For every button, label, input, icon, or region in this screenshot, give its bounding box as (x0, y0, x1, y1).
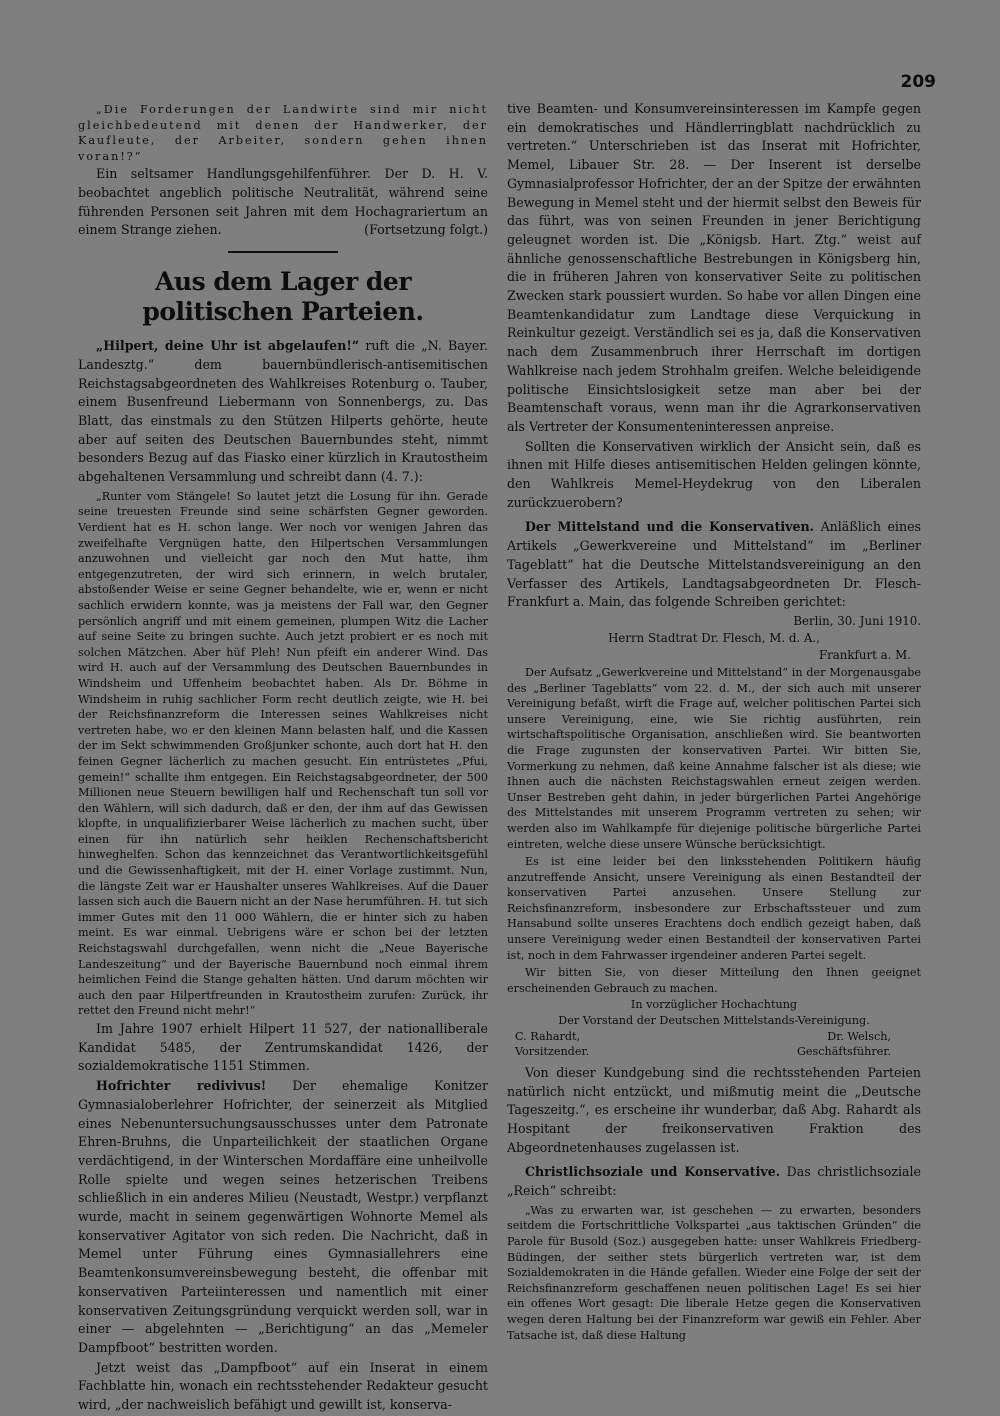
christlich-paragraph (507, 1163, 921, 1200)
mittelstand-headline: Der Mittelstand und die Konservativen. (525, 519, 815, 535)
hofrichter-paragraph (78, 1077, 488, 1358)
signer-2-name: Dr. Welsch, (827, 1029, 891, 1043)
signature-names (507, 1029, 921, 1045)
page-number: 209 (900, 72, 936, 92)
christlich-headline: Christlichsoziale und Konservative. (525, 1164, 781, 1180)
mittelstand-paragraph (507, 518, 921, 612)
kundgebung-paragraph: Von dieser Kundgebung sind die rechtsstehenden Parteien natürlich nicht entzückt, und mißmutig meint die „Deutsche Tageszeitg.“, es erscheine ihr wunderbar, daß Abg. Rahardt als Hospitant der freikonservativen Fraktion des Abgeordnetenhauses zugelassen ist. (507, 1064, 921, 1155)
letter-address: Herrn Stadtrat Dr. Flesch, M. d. A., (608, 630, 820, 645)
hilpert-quote: „Runter vom Stängele! So lautet jetzt die Losung für ihn. Gerade seine treuesten Freunde sind seine schärfsten Gegner geworden. Verdient hat es H. schon lange. Wer noch vor wenigen Jahren das zweifelhafte Vergnügen hatte, den Hilpertschen Versammlungen anzuwohnen und vielleicht gar noch den Mut hatte, ihm entgegenzutreten, der wird sich erinnern, in welch brutaler, abstoßender Weise er seine Gegner behandelte, wie er, wenn er nicht sachlich erwidern konnte, was ja meistens der Fall war, den Gegner persönlich angriff und mit einem gemeinen, plumpen Witz die Lacher auf seine Seite zu bringen suchte. Auch jetzt probiert er es noch mit solchen Mätzchen. Aber hüf Pleh! Nun pfeift ein anderer Wind. Das wird H. auch auf der Versammlung des Deutschen Bauernbundes in Windsheim und Uffenheim beobachtet haben. Als Dr. Böhme in Windsheim in ruhig sachlicher Form recht deutlich zeigte, wie H. bei der Reichsfinanzreform die Interessen seines Wahlkreises nicht vertreten habe, wo er den kleinen Mann belasten half, und die Kassen der im Sekt schwimmenden Großjunker schonte, auch dort hat H. den feinen Gegner lächerlich zu machen gesucht. Ein entrüstetes „Pfui, gemein!“ schallte ihm entgegen. Ein Reichstagsabgeordneter, der 500 Millionen neue Steuern bewilligen half und Rechenschaft tun soll vor den Wählern, will sich dadurch, daß er den, der ihm auf das Gewissen klopfte, in unqualifizierbarer Weise lächerlich zu machen sucht, über einen für ihn natürlich sehr heiklen Rechenschaftsbericht hinweghelfen. Schon das kennzeichnet das Verantwortlichkeitsgefühl und die Gewissenhaftigkeit, mit der H. einer Vorlage zustimmt. Nun, die längste Zeit war er Haushalter unseres Wahlkreises. Auf die Dauer lassen sich auch die Bauern nicht an der Nase herumführen. H. tut sich immer Gutes mit den 11 000 Wählern, die er hinter sich zu haben meint. Es war einmal. Uebrigens wäre er schon bei der letzten Reichstagswahl durchgefallen, wenn nicht die „Neue Bayerische Landeszeitung“ und der Bayerische Bauernbund noch einmal ihrem heimlichen Feind die Stange gehalten hätten. Und darum möchten wir auch den paar Hilpertfreunden in Krautostheim zurufen: Zurück, ihr rettet den Freund nicht mehr!“ (78, 489, 488, 1018)
board-line: Der Vorstand der Deutschen Mittelstands-Vereinigung. (558, 1014, 870, 1028)
intro-text: Ein seltsamer Handlungsgehilfenführer. Der D. H. V. beobachtet angeblich politische Neutralität, während seine führenden Personen seit Jahren mit dem Hochagrariertum an einem Strange ziehen. (78, 166, 488, 238)
intro-quote: „Die Forderungen der Landwirte sind mir nicht gleichbedeutend mit denen der Handwerker, der Kaufleute, der Arbeiter, sondern gehen ihnen voran!?“ (78, 103, 488, 163)
hofrichter-headline: Hofrichter redivivus! (96, 1078, 267, 1094)
signer-1-name: C. Rahardt, (515, 1029, 581, 1043)
letter-date: Berlin, 30. Juni 1910. (793, 613, 921, 628)
dampfboot-paragraph: Jetzt weist das „Dampfboot“ auf ein Inserat in einem Fachblatte hin, wonach ein rechtsstehender Redakteur gesucht wird, „der nachweislich befähigt und gewillt ist, konserva- (78, 1359, 488, 1413)
signer-2-role: Geschäftsführer. (796, 1045, 891, 1059)
letter-paragraph-3: Wir bitten Sie, von dieser Mitteilung den Ihnen geeignet erscheinenden Gebrauch zu machen. (507, 966, 921, 995)
signature-roles (507, 1044, 921, 1060)
letter-paragraph-1: Der Aufsatz „Gewerkvereine und Mittelstand“ in der Morgenausgabe des „Berliner Tageblatts“ vom 22. d. M., der sich auch mit unserer Vereinigung befaßt, wirft die Frage auf, welcher politischen Partei sich unsere Vereinigung, eine, wie Sie richtig ausführten, rein wirtschaftspolitische Organisation, anschließen wird. Sie beantworten die Frage zugunsten der konservativen Partei. Wir bitten Sie, Vormerkung zu nehmen, daß keine Annahme falscher ist als diese; wie Ihnen auch die nächsten Reichstagswahlen erneut zeigen werden. Unser Bestreben geht dahin, in jeder bürgerlichen Partei Angehörige des Mittelstandes mit unserem Programm vertreten zu sehen; wir werden also im Wahlkampfe für diejenige politische bürgerliche Partei eintreten, welche diese unsere Wünsche berücksichtigt. (507, 665, 921, 851)
left-column (78, 100, 488, 1416)
section-title: Aus dem Lager der politischen Parteien. (142, 267, 424, 327)
continued-paragraph: tive Beamten- und Konsumvereinsinteressen im Kampfe gegen ein demokratisches und Händlerringblatt nachdrücklich zu vertreten.“ Unterschrieben ist das Inserat mit Hofrichter, Memel, Libauer Str. 28. — Der Inserent ist derselbe Gymnasialprofessor Hofrichter, der an der Spitze der erwähnten Bewegung in Memel steht und der hiermit selbst den Beweis für das führt, was von seinen Freunden in jener Berichtigung geleugnet worden ist. Die „Königsb. Hart. Ztg.“ weist auf ähnliche genossenschaftliche Bestrebungen in Königsberg hin, die in früheren Jahren von konservativer Seite zu politischen Zwecken stark poussiert wurden. So habe vor allen Dingen eine Beamtenkandidatur zum Landtage diese Verquickung in Reinkultur gezeigt. Verständlich sei es ja, daß die Konservativen nach dem Zusammenbruch ihrer Herrschaft im dortigen Wahlkreise nach jedem Strohhalm greifen. Welche beleidigende politische Einsichtslosigkeit setze man aber bei der Beamtenschaft voraus, wenn man ihr die Agrarkonservativen als Vertreter der Konsumenteninteressen anpreise. (507, 101, 921, 434)
mittelstand-text: Anläßlich eines Artikels „Gewerkvereine und Mittelstand“ im „Berliner Tageblatt“ hat die Deutsche Mittelstandsvereinigung an den Verfasser des Artikels, Landtagsabgeordneten Dr. Flesch-Frankfurt a. Main, das folgende Schreiben gerichtet: (507, 519, 921, 610)
reich-quote: „Was zu erwarten war, ist geschehen — zu erwarten, besonders seitdem die Fortschrittliche Volkspartei „aus taktischen Gründen“ die Parole für Busold (Soz.) ausgegeben hatte: unser Wahlkreis Friedberg-Büdingen, der seither stets bürgerlich vertreten war, ist dem Sozialdemokraten in die Hände gefallen. Wieder eine Folge der seit der Reichsfinanzreform geschaffenen neuen politischen Lage! Es sei hier ein offenes Wort gesagt: Die liberale Hetze gegen die Konservativen wegen deren Haltung bei der Finanzreform war gewiß ein Fehler. Aber Tatsache ist, daß diese Haltung (507, 1203, 921, 1342)
letter-city: Frankfurt a. M. (818, 647, 911, 662)
signature-block (507, 997, 921, 1059)
closing-line: In vorzüglicher Hochachtung (630, 998, 798, 1012)
signer-1-role: Vorsitzender. (515, 1045, 590, 1059)
hilpert-paragraph (78, 337, 488, 487)
memel-paragraph: Sollten die Konservativen wirklich der Ansicht sein, daß es ihnen mit Hilfe dieses antisemitischen Helden gelingen könnte, den Wahlkreis Memel-Heydekrug von den Liberalen zurückzuerobern? (507, 438, 921, 510)
hofrichter-text: Der ehemalige Konitzer Gymnasialoberlehrer Hofrichter, der seinerzeit als Mitglied eines Nebenuntersuchungsausschusses unter dem Patronate Ehren-Bruhns, die Unparteilichkeit der staatlichen Organe verdächtigend, in der Winterschen Mordaffäre eine unheilvolle Rolle spielte und wegen seines hetzerischen Treibens schließlich in ein anderes Milieu (Neustadt, Westpr.) verpflanzt wurde, macht in seinem gegenwärtigen Wohnorte Memel als konservativer Agitator von sich reden. Die Nachricht, daß in Memel unter Führung eines Gymnasiallehrers eine Beamtenkonsumvereinsbewegung besteht, die offenbar mit konservativen Parteiinteressen und namentlich mit einer konservativen Zeitungsgründung verquickt werden soll, war in einer — abgelehnten — „Berichtigung“ an das „Memeler Dampfboot“ bestritten worden. (78, 1078, 489, 1355)
letter-paragraph-2: Es ist eine leider bei den linksstehenden Politikern häufig anzutreffende Ansicht, unsere Vereinigung als einen Bestandteil der konservativen Partei anzusehen. Unsere Stellung zur Reichsfinanzreform, insbesondere zur Erbschaftssteuer und zum Hansabund sollte unseres Erachtens doch endlich gezeigt haben, daß unsere Vereinigung weder einen Bestandteil der konservativen Partei ist, noch in dem Fahrwasser irgendeiner anderen Partei segelt. (507, 855, 921, 962)
intro-paragraph (78, 165, 488, 240)
section-divider (228, 251, 338, 253)
christlich-text: Das christlichsoziale „Reich“ schreibt: (507, 1164, 921, 1199)
hilpert-text: ruft die „N. Bayer. Landesztg.“ dem bauernbündlerisch-antisemitischen Reichstagsabgeordneten des Wahlkreises Rotenburg o. Tauber, einem Busenfreund Liebermann von Sonnenbergs, zu. Das Blatt, das einstmals zu den Stützen Hilperts gehörte, heute aber auf seiten des Deutschen Bauernbundes steht, nimmt besonders Bezug auf das Fiasko einer kürzlich in Krautostheim abgehaltenen Versammlung und schreibt dann (4. 7.): (78, 338, 489, 485)
right-column (507, 100, 921, 1344)
continuation-note: (Fortsetzung folgt.) (364, 222, 488, 238)
hilpert-headline: „Hilpert, deine Uhr ist abgelaufen!“ (96, 338, 360, 354)
election-paragraph: Im Jahre 1907 erhielt Hilpert 11 527, der nationalliberale Kandidat 5485, der Zentrumskandidat 1426, der sozialdemokratische 1151 Stimmen. (78, 1021, 488, 1074)
